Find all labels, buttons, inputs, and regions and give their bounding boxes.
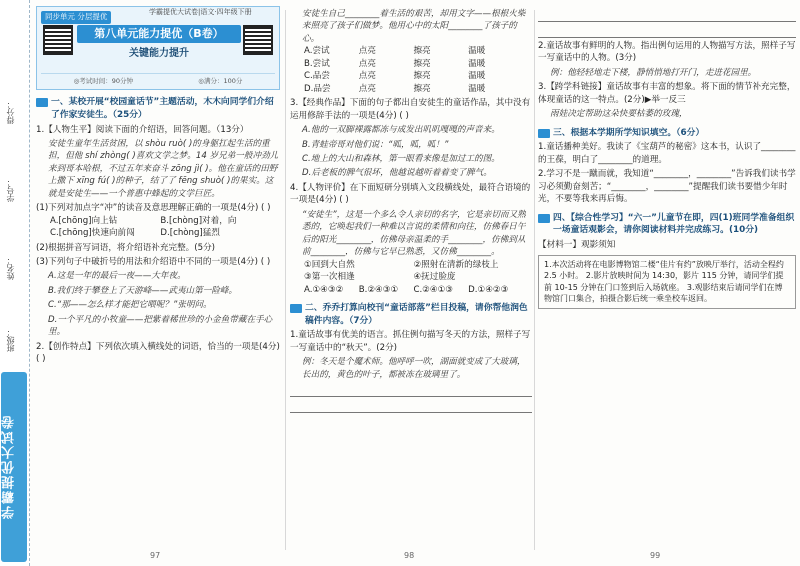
option-item[interactable]: 点亮 (358, 83, 376, 94)
passage-text: D.后老板的脾气很坏，他越说越听着着变了脾气。 (302, 168, 492, 179)
question-text: 1.童话播种美好。我读了《宝葫芦的秘密》这本书，认识了________的王葆，明白了________的道理。 (538, 142, 796, 165)
score-field: 得分： (6, 100, 15, 124)
option-item[interactable]: 点亮 (358, 71, 376, 82)
option-item[interactable]: 温暖 (468, 46, 486, 57)
question-text: 4.【人物评价】在下面短研分别填入文段横线处，最符合语境的一项是(4分) ( ) (290, 182, 531, 206)
option-item[interactable]: 点亮 (358, 58, 376, 69)
passage-text: C.“那——怎么样才能把它喂呢？”张明问。 (48, 300, 212, 311)
right-column-content (538, 40, 796, 309)
option-item[interactable]: ④抚过脸庞 (413, 272, 456, 283)
binding-strip (0, 0, 30, 566)
option-item[interactable]: A.尝试 (304, 46, 330, 57)
option-item[interactable]: A.[chōng]向上钻 (50, 215, 118, 226)
option-item[interactable]: 擦亮 (413, 71, 431, 82)
section-marker-icon (538, 214, 550, 223)
answer-line[interactable] (290, 383, 532, 397)
section-marker-icon (36, 98, 48, 107)
question-text: 2.【创作特点】下列依次填入横线处的词语，恰当的一项是(4分) ( ) (36, 341, 280, 365)
middle-column-content (290, 8, 532, 381)
option-item[interactable]: A.①④③② (304, 284, 344, 295)
section-marker-icon (290, 304, 302, 313)
option-item[interactable]: D.①④②③ (468, 284, 509, 295)
option-item[interactable]: D.品尝 (304, 83, 331, 94)
option-item[interactable]: 擦亮 (413, 58, 431, 69)
question-text: 2.学习不是一蹴而就，我知道“________，________”告诉我们读书学习必须勤奋刻苦；“________，________”提醒我们读书要惜少年时光，不要等我来再后悔。 (538, 169, 796, 205)
option-item[interactable]: ②照射在清新的绿枝上 (413, 259, 499, 270)
option-row (290, 45, 532, 57)
option-row (290, 83, 532, 95)
unit-subtitle: 关键能力提升 (129, 48, 189, 59)
unit-header (36, 6, 280, 90)
section-heading-text: 三、根据本学期所学知识填空。（6分） (553, 127, 705, 138)
class-field: 班级： (6, 328, 15, 352)
running-title: 学霸提优大试卷|语文·四年级下册 (149, 8, 252, 16)
option-row (290, 284, 532, 296)
answer-line[interactable] (538, 8, 796, 22)
left-column-content (36, 96, 280, 366)
passage-text: 雨娃决定帮助这朵快要枯萎的玫瑰， (550, 109, 688, 120)
section-heading (290, 302, 532, 328)
question-text: (2)根据拼音写词语，将介绍语补充完整。(5分) (36, 242, 216, 253)
section-heading-text: 一、某校开展“校园童话节”主题活动，木木向同学们介绍了作家安徒生。（25分） (51, 97, 274, 120)
section-marker-icon (538, 129, 550, 138)
option-item[interactable]: B.②④③① (358, 284, 399, 295)
option-item[interactable]: 温暖 (468, 83, 486, 94)
series-banner: 学霸提优大试卷 (1, 372, 27, 562)
answer-line[interactable] (538, 24, 796, 38)
question-text: 3.【经典作品】下面的句子都出自安徒生的童话作品，其中没有运用修辞手法的一项是(4分) ( ) (290, 98, 531, 121)
right-column (538, 6, 796, 552)
option-row (290, 58, 532, 70)
passage-text: C.地上的大山和森林，第一眼看来像是加过工的图。 (302, 153, 500, 164)
option-item[interactable]: 温暖 (468, 58, 486, 69)
middle-column (290, 6, 532, 552)
option-row (36, 215, 280, 240)
passage-text: B.青蛙帝哥对他们说：“呱，呱，呱！” (302, 139, 449, 150)
column-divider (285, 10, 286, 550)
option-item[interactable]: B.[chòng]对着，向 (160, 215, 237, 226)
option-item[interactable]: 擦亮 (413, 83, 431, 94)
section-heading-text: 二、乔乔打算向校刊“童话部落”栏目投稿，请你帮他润色稿件内容。（7分） (305, 302, 528, 326)
question-text: 【材料一】观影须知 (538, 240, 616, 251)
passage-text: 安徒生童年生活贫困，以 shòu ruò( )的身躯扛起生活的重担，但他 shí zhòng( )喜欢文学之梦。14 岁兄弟一般冲劲儿来到哥本哈根，不过五年来奋斗 zōng jì( )。他在童话的田野上撒下 xīng fú( )的种子，结了了 fēng shuò( )的果实。这就是安徒生——一个普惠中蜂起的文学巨匠。 (48, 138, 279, 199)
passage-text: 例：他轻轻地走下楼，静悄悄地打开门，走进花园里。 (550, 67, 757, 78)
question-text: 1.童话故事有优美的语言。抓住例句描写冬天的方法，照样子写一写童话中的“秋天”。(2分) (290, 330, 531, 353)
series-tag: 同步单元 分层提优 (41, 11, 111, 24)
option-item[interactable]: B.尝试 (304, 58, 330, 69)
option-row (290, 259, 532, 284)
passage-text: D.一个平凡的小牧童——把紫着稀世珍的小金鱼带藏在手心里。 (48, 314, 273, 338)
unit-title: 第八单元能力提优（B卷） (77, 25, 241, 43)
question-text: 1.【人物生平】阅读下面的介绍语，回答问题。（13分） (36, 124, 249, 135)
option-item[interactable]: ①回到大自然 (304, 259, 355, 270)
option-item[interactable]: C.品尝 (304, 71, 330, 82)
column-divider (534, 10, 535, 550)
page-number-right: 99 (650, 551, 661, 561)
page-number-left: 97 (150, 551, 161, 561)
option-item[interactable]: C.[chōng]快速向前闯 (50, 228, 135, 239)
exam-meta (41, 73, 275, 86)
passage-text: “安徒生”，这是一个多么令人亲切的名字，它是亲切而又熟悉的，它唤起我们一种难以言说的柔情和向往，仿佛春日午后的阳光________，仿佛母亲温柔的手________，仿佛到从前________，仿佛与它早已熟悉，又仿佛________。 (302, 209, 526, 258)
passage-text: 安徒生自己________着生活的艰苦，却用文字——根根火柴来照亮了孩子们做梦。他用心中的太阳________了孩子的心。 (302, 9, 526, 44)
option-item[interactable]: ③第一次相逢 (304, 272, 355, 283)
exam-time: ◎考试时间：90分钟 (73, 77, 134, 85)
option-item[interactable]: 擦亮 (413, 46, 431, 57)
passage-text: B.我们终于攀登上了天游峰——武夷山第一险峰。 (48, 285, 238, 296)
option-item[interactable]: D.[chòng]猛烈 (160, 228, 220, 239)
answer-line[interactable] (290, 399, 532, 413)
qr-code-icon[interactable] (243, 25, 273, 55)
section-heading (36, 96, 280, 122)
question-text: (3)下列句子中破折号的用法和介绍语中不同的一项是(4分) ( ) (36, 257, 271, 268)
page-number-middle: 98 (404, 551, 415, 561)
qr-code-icon[interactable] (43, 25, 73, 55)
passage-text: 例：冬天是个魔术师。他呼呼一吹，湖面就变成了大玻璃，长出的，黄色的叶子，都被冻在玻璃里了。 (302, 357, 526, 380)
section-heading (538, 127, 796, 140)
passage-text: A.这是一年的最后一夜——大年夜。 (48, 271, 186, 282)
section-heading (538, 212, 796, 238)
material-box: 1.本次活动将在电影博物馆二楼“佳片有约”放映厅举行，活动全程约 2.5 小时。 2.影片放映时间为 14:30，影片 115 分钟，请同学们提前 10-15 分钟在门口签到后入场就座。 3.观影结束后请同学们在博物馆门口集合，拍摄合影后统一乘坐校车返回。 (538, 255, 796, 309)
question-text: 3.【跨学科链接】童话故事有丰富的想象。将下面的情节补充完整，体现童话的这一特点。(2分)▶举一反三 (538, 82, 796, 105)
exam-score: ◎满分：100分 (198, 77, 243, 85)
question-text: (1)下列对加点字“冲”的读音及意思理解正确的一项是(4分) ( ) (36, 203, 271, 214)
student-id-field: 学号： (6, 178, 15, 202)
option-row (290, 70, 532, 82)
question-text: 2.童话故事有鲜明的人物。指出例句运用的人物描写方法，照样子写一写童话中的人物。(3分) (538, 41, 796, 64)
option-item[interactable]: 温暖 (468, 71, 486, 82)
left-column (36, 6, 280, 552)
passage-text: A.他的一双脚裸露都冻与成发出叽叽嘎嘎的声音来。 (302, 125, 500, 136)
name-field: 姓名： (6, 256, 15, 280)
option-item[interactable]: 点亮 (358, 46, 376, 57)
option-item[interactable]: C.②④①③ (413, 284, 453, 295)
section-heading-text: 四、【综合性学习】“六一”儿童节在即，四(1)班同学准备组织一场童话观影会，请你阅读材料并完成练习。(10分) (553, 212, 795, 236)
